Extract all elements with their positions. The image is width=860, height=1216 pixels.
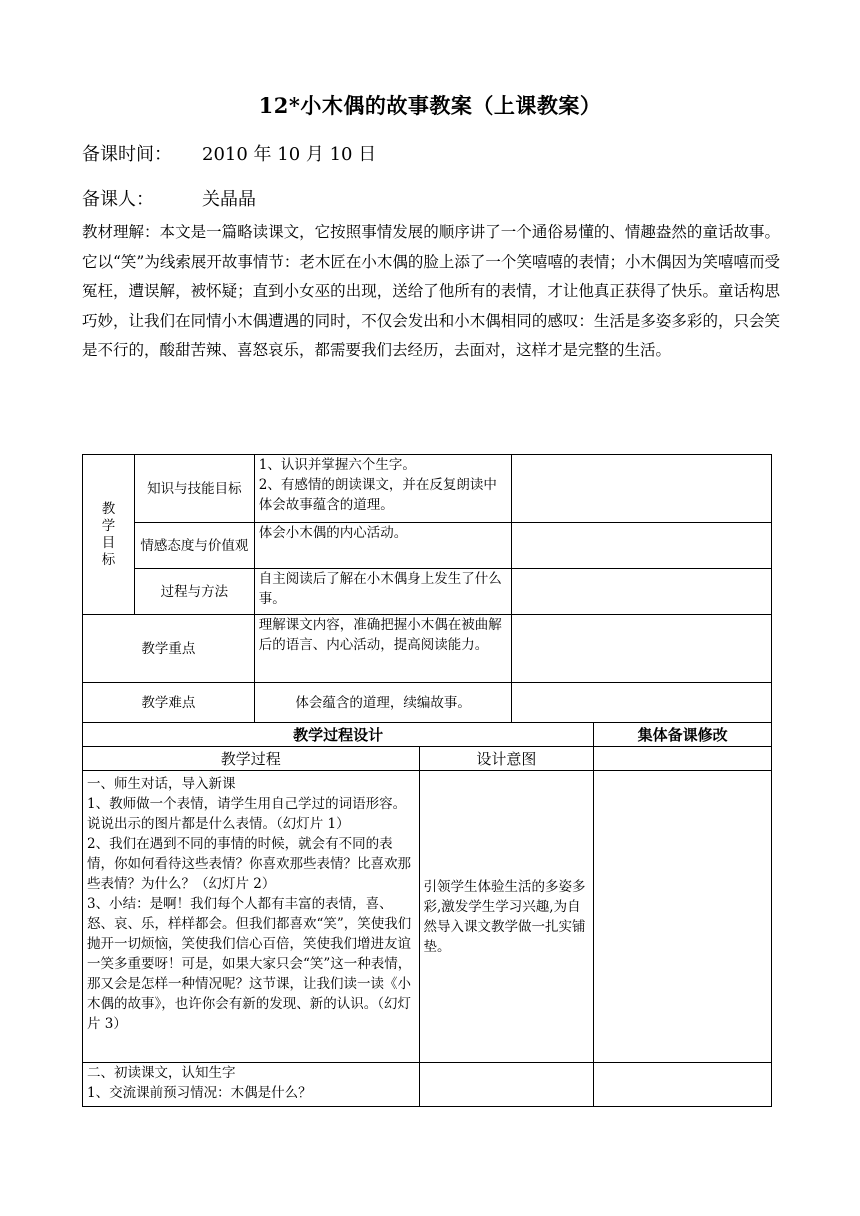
prep-time-row <box>82 140 377 166</box>
process-section-notes-cell <box>594 771 772 1063</box>
process-subheader-row <box>83 747 772 771</box>
process-column-header: 教学过程 <box>83 747 420 771</box>
difficulty-notes-cell <box>512 683 772 723</box>
goal-label: 情感态度与价值观 <box>134 523 254 569</box>
key-point-notes-cell <box>512 615 772 683</box>
goal-row <box>83 523 772 569</box>
process-header-row <box>83 723 772 747</box>
difficulty-row <box>83 683 772 723</box>
difficulty-label: 教学难点 <box>83 683 255 723</box>
preparer-row <box>82 185 256 211</box>
intent-column-header: 设计意图 <box>419 747 594 771</box>
collective-edit-header: 集体备课修改 <box>594 723 772 747</box>
key-point-label: 教学重点 <box>83 615 255 683</box>
process-section-row <box>83 1063 772 1107</box>
goals-group-label: 教 学 目 标 <box>83 455 135 615</box>
goals-table <box>82 454 772 723</box>
goal-notes-cell <box>512 455 772 523</box>
prep-time-label: 备课时间： <box>82 144 172 165</box>
goal-content: 1、认识并掌握六个生字。 2、有感情的朗读课文，并在反复朗读中体会故事蕴含的道理。 <box>254 455 512 523</box>
process-table <box>82 722 772 1107</box>
material-understanding: 教材理解：本文是一篇略读课文，它按照事情发展的顺序讲了一个通俗易懂的、情趣盎然的童话故事。它以“笑”为线索展开故事情节：老木匠在小木偶的脸上添了一个笑嘻嘻的表情；小木偶因为笑嘻嘻而受冤枉，遭误解，被怀疑；直到小女巫的出现，送给了他所有的表情，才让他真正获得了快乐。童话构思巧妙，让我们在同情小木偶遭遇的同时，不仅会发出和小木偶相同的感叹：生活是多姿多彩的，只会笑是不行的，酸甜苦辣、喜怒哀乐，都需要我们去经历，去面对，这样才是完整的生活。 <box>82 223 780 359</box>
process-section-content: 一、师生对话，导入新课 1、教师做一个表情，请学生用自己学过的词语形容。说说出示的图片都是什么表情。（幻灯片 1） 2、我们在遇到不同的事情的时候，就会有不同的表情，你如何看待这些表情？你喜欢那些表情？比喜欢那些表情？为什么？（幻灯片 2） 3、小结：是啊！我们每个人都有丰富的表情，喜、怒、哀、乐，样样都会。但我们都喜欢“笑”，笑使我们抛开一切烦恼，笑使我们信心百倍，笑使我们增进友谊一笑多重要呀！可是，如果大家只会“笑”这一种表情，那又会是怎样一种情况呢？这节课，让我们读一读《小木偶的故事》，也许你会有新的发现、新的认识。（幻灯片 3） <box>83 771 420 1063</box>
goal-label: 过程与方法 <box>134 569 254 615</box>
prep-time-value: 2010 年 10 月 10 日 <box>202 144 377 165</box>
goal-notes-cell <box>512 523 772 569</box>
goal-notes-cell <box>512 569 772 615</box>
process-section-row <box>83 771 772 1063</box>
process-section-notes-cell <box>594 1063 772 1107</box>
difficulty-content: 体会蕴含的道理，续编故事。 <box>254 683 512 723</box>
key-point-row <box>83 615 772 683</box>
process-section-intent <box>419 1063 594 1107</box>
process-section-content: 二、初读课文，认知生字 1、交流课前预习情况：木偶是什么？ <box>83 1063 420 1107</box>
key-point-content: 理解课文内容，准确把握小木偶在被曲解后的语言、内心活动，提高阅读能力。 <box>254 615 512 683</box>
goal-row <box>83 569 772 615</box>
preparer-label: 备课人： <box>82 189 154 210</box>
goal-content: 自主阅读后了解在小木偶身上发生了什么事。 <box>254 569 512 615</box>
lesson-title: 12*小木偶的故事教案（上课教案） <box>258 93 602 118</box>
process-section-intent: 引领学生体验生活的多姿多彩,激发学生学习兴趣,为自然导入课文教学做一扎实铺垫。 <box>419 771 594 1063</box>
preparer-value: 关晶晶 <box>202 189 256 210</box>
goal-row <box>83 455 772 523</box>
goal-content: 体会小木偶的内心活动。 <box>254 523 512 569</box>
collective-empty-header <box>594 747 772 771</box>
process-design-header: 教学过程设计 <box>83 723 594 747</box>
goal-label: 知识与技能目标 <box>134 455 254 523</box>
